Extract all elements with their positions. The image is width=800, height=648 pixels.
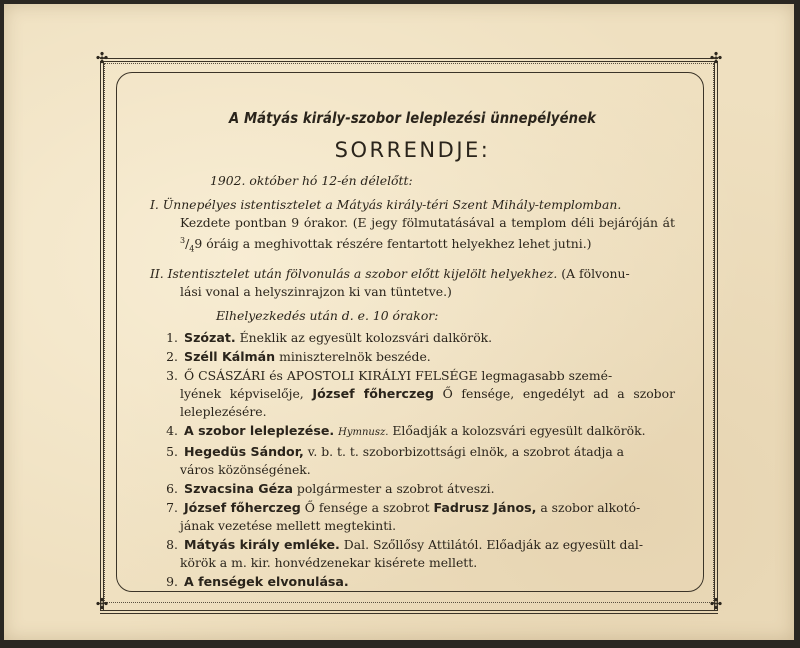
document-title: A Mátyás király-szobor leleplezési ünnepélyének	[228, 109, 597, 127]
document-heading: SORRENDJE:	[334, 138, 491, 162]
section-2-text-b: lási vonal a helyszinrajzon ki van tüntetve.)	[180, 283, 452, 299]
item-bold: Szózat.	[184, 329, 236, 345]
item-text: miniszterelnök beszéde.	[279, 348, 431, 364]
list-item	[150, 329, 675, 347]
item-continuation: jának vezetése mellett megtekinti.	[180, 517, 397, 533]
section-2	[150, 265, 675, 301]
item-number: 4.	[166, 422, 178, 438]
item-number: 5.	[166, 443, 178, 459]
item-text: polgármester a szobrot átveszi.	[296, 480, 495, 496]
item-bold: József főherczeg	[312, 385, 434, 401]
item-continuation: város közönségének.	[180, 461, 311, 477]
item-text: Dal. Szőllősy Attilától. Előadják az egyesült dal-	[343, 536, 643, 552]
list-item	[150, 443, 675, 479]
item-text: Előadják a kolozsvári egyesült dalkörök.	[392, 422, 646, 438]
item-text: Ő fensége a szobrot	[304, 499, 430, 515]
item-text: Éneklik az egyesült kolozsvári dalkörök.	[239, 329, 493, 345]
section-2-label: II. Istentisztelet után fölvonulás a szobor előtt kijelölt helyekhez.	[150, 265, 558, 281]
section-1-text	[150, 214, 675, 259]
section-1-label: I. Ünnepélyes istentisztelet a Mátyás király-téri Szent Mihály-templomban.	[150, 197, 622, 212]
item-bold: Szvacsina Géza	[184, 480, 293, 496]
program-list	[150, 329, 675, 591]
item-number: 2.	[166, 348, 178, 364]
item-text: lyének képviselője,	[180, 385, 304, 401]
item-number: 6.	[166, 480, 178, 496]
corner-ornament-icon: ✣	[709, 49, 723, 67]
item-small-text: Hymnusz.	[338, 426, 389, 438]
item-bold: A fenségek elvonulása.	[184, 573, 349, 589]
item-continuation	[150, 385, 675, 421]
item-text: Ő CSÁSZÁRI és APOSTOLI KIRÁLYI FELSÉGE legmagasabb szemé-	[184, 367, 613, 383]
item-number: 7.	[166, 499, 178, 515]
corner-ornament-icon: ✣	[709, 595, 723, 613]
section-2-text-a: (A fölvonu-	[561, 265, 630, 281]
corner-ornament-icon: ✣	[95, 49, 109, 67]
fraction-denominator: 4	[189, 244, 195, 254]
item-text: v. b. t. t. szoborbizottsági elnök, a szobrot átadja a	[307, 443, 625, 459]
item-bold: József főherczeg	[184, 499, 301, 515]
program-content	[150, 108, 675, 592]
item-continuation: körök a m. kir. honvédzenekar kisérete mellett.	[180, 554, 478, 570]
item-number: 8.	[166, 536, 178, 552]
list-item	[150, 536, 675, 572]
date-line: 1902. október hó 12-én délelőtt:	[210, 173, 413, 188]
item-bold: Hegedüs Sándor,	[184, 443, 304, 459]
item-bold: Mátyás király emléke.	[184, 536, 340, 552]
item-text: a szobor alkotó-	[540, 499, 641, 515]
item-number: 1.	[166, 329, 178, 345]
subheading: Elhelyezkedés után d. e. 10 órakor:	[216, 307, 439, 323]
section-1	[150, 196, 675, 259]
list-item	[150, 499, 675, 535]
list-item	[150, 422, 675, 442]
list-item	[150, 367, 675, 421]
fraction: $^3/_4$	[180, 236, 195, 254]
section-1-text-a: Kezdete pontban 9 órakor. (E jegy fölmutatásával a templom déli bejáróján át	[180, 215, 675, 230]
fraction-numerator: 3	[180, 236, 186, 245]
item-bold: A szobor leleplezése.	[184, 422, 335, 438]
list-item	[150, 480, 675, 498]
item-bold: Széll Kálmán	[184, 348, 276, 364]
list-item	[150, 348, 675, 366]
item-bold: Fadrusz János,	[433, 499, 537, 515]
corner-ornament-icon: ✣	[95, 595, 109, 613]
item-number: 9.	[166, 573, 178, 589]
item-text: Ő fensége, engedélyt ad a szobor leleplezésére.	[180, 385, 675, 419]
list-item	[150, 573, 675, 591]
section-1-text-b: 9 óráig a meghivottak részére fentartott helyekhez lehet jutni.)	[194, 236, 592, 252]
item-number: 3.	[166, 367, 178, 383]
